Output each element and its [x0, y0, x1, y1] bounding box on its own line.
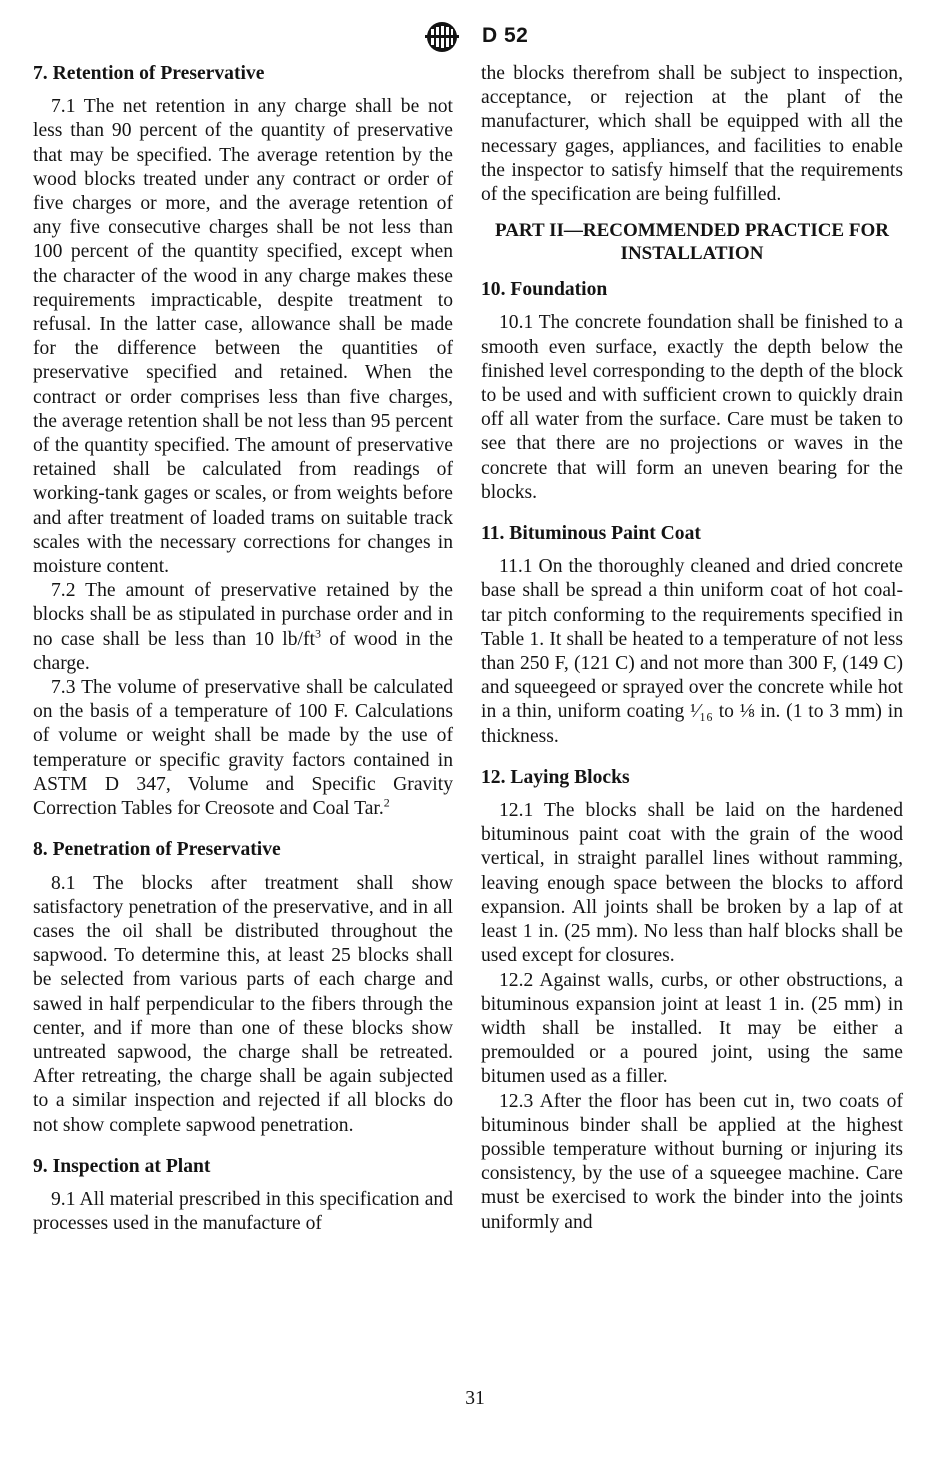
part-2-heading-line-2: INSTALLATION: [620, 242, 764, 264]
right-column: [481, 62, 903, 1235]
section-7-heading: 7. Retention of Preservative: [33, 63, 265, 84]
section-12-heading: 12. Laying Blocks: [481, 766, 630, 788]
footnote-ref-2: 2: [383, 795, 390, 810]
page-number: 31: [465, 1388, 485, 1409]
paragraph-9-1-continued: the blocks therefrom shall be subject to inspection, acceptance, or rejection at the plant of the manufacturer, which shall be equipped with all the necessary gages, appliances, and facilities to enable the inspector to satisfy himself that the requirements of the specification are being fulfilled.: [481, 63, 903, 206]
section-9-heading: 9. Inspection at Plant: [33, 1155, 211, 1177]
paragraph-7-3: 7.3 The volume of preservative shall be calculated on the basis of a temperature of 100 F. Calculations of volume or weight shall be made by the use of temperature or specific gravity factors contained in ASTM D 347, Volume and Specific Gravity Correction Tables for Creosote and Coal Tar.$^2$: [33, 677, 453, 820]
paragraph-12-1: 12.1 The blocks shall be laid on the hardened bituminous paint coat with the grain of the wood vertical, in straight parallel lines without ramming, leaving enough space between the blocks to afford expansion. All joints shall be broken by a lap of at least 1 in. (25 mm). No less than half blocks shall be used except for closures.: [481, 800, 903, 967]
astm-logo-icon: [422, 20, 462, 54]
document-id: D 52: [482, 24, 529, 47]
paragraph-12-2: 12.2 Against walls, curbs, or other obstructions, a bituminous expansion joint at least 1 in. (25 mm) in width shall be installed. It may be either a premoulded or a poured joint, using the same bitumen used as a filler.: [481, 969, 903, 1088]
paragraph-9-1: 9.1 All material prescribed in this specification and processes used in the manufacture of: [33, 1188, 453, 1235]
section-11-heading: 11. Bituminous Paint Coat: [481, 523, 701, 545]
paragraph-12-3: 12.3 After the floor has been cut in, two coats of bituminous binder shall be applied at the highest possible temperature without burning or injuring its consistency, by the use of a squeegee machine. Care must be exercised to work the binder into the joints uniformly and: [481, 1090, 903, 1233]
part-2-heading-line-1: PART II—RECOMMENDED PRACTICE FOR: [495, 220, 889, 242]
left-column: [33, 62, 453, 1236]
paragraph-7-2: 7.2 The amount of preservative retained by the blocks shall be as stipulated in purchase order and in no case shall be less than 10 $lb/ft^3$ of wood in the charge.: [33, 580, 453, 674]
section-8-heading: 8. Penetration of Preservative: [33, 839, 281, 861]
paragraph-11-1: 11.1 On the thoroughly cleaned and dried concrete base shall be spread a thin uniform coat of hot coal-tar pitch conforming to the requirements specified in Table 1. It shall be heated to a temperature of not less than 250 F, (121 C) and not more than 300 F, (149 C) and squeegeed or sprayed over the concrete while hot in a thin, uniform coating ¹⁄₁₆ to ⅛ in. (1 to 3 mm) in thickness.: [481, 556, 903, 747]
paragraph-7-1: 7.1 The net retention in any charge shall be not less than 90 percent of the quantity of preservative that may be specified. The average retention by the wood blocks treated under any contract or order of five charges or more, and the average retention of any five consecutive charges shall be not less than 100 percent of the quantity specified, except when the character of the wood in any charge makes these requirements impracticable, despite treatment to refusal. In the latter case, allowance shall be made for the difference between the quantities of preservative specified and retained. When the contract or order comprises less than five charges, the average retention shall be not less than 95 percent of the quantity specified. The amount of preservative retained shall be calculated from readings of working-tank gages or scales, or from weights before and after treatment of loaded trams on suitable track scales with the necessary corrections for changes in moisture content.: [33, 96, 453, 578]
paragraph-10-1: 10.1 The concrete foundation shall be finished to a smooth even surface, exactly the depth below the finished level corresponding to the depth of the block to be used and with sufficient crown to quickly drain off all water from the surface. Care must be taken to see that there are no projections or waves in the concrete that will form an uneven bearing for the blocks.: [481, 312, 903, 503]
section-10-heading: 10. Foundation: [481, 279, 608, 301]
page-header: [0, 20, 950, 54]
paragraph-8-1: 8.1 The blocks after treatment shall show satisfactory penetration of the preservative, and in all cases the oil shall be distributed throughout the sapwood. To determine this, at least 25 blocks shall be selected from various parts of each charge and sawed in half perpendicular to the fibers through the center, and if more than one of these blocks show untreated sapwood, the charge shall be retreated. After retreating, the charge shall be again subjected to a similar inspection and rejected if all blocks do not show complete sapwood penetration.: [33, 872, 453, 1136]
superscript-cubed: 3: [314, 626, 321, 641]
